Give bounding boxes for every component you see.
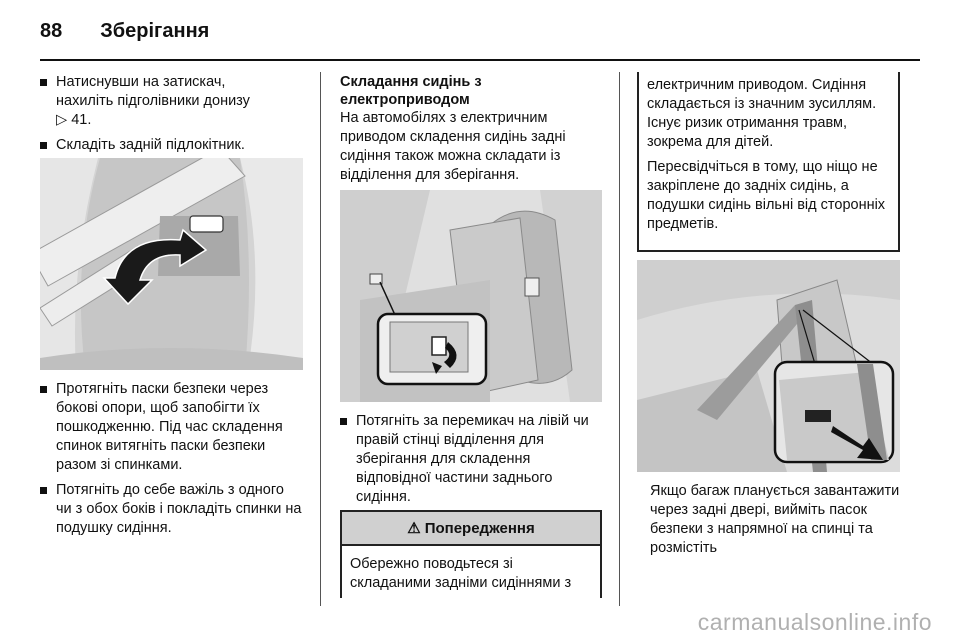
header-rule xyxy=(40,59,920,61)
warning-box-continued xyxy=(637,72,900,252)
bullet-pull-switch: Потягніть за перемикач на лівій чи правій стінці відділення для зберігання для складення відповідної частини заднього сидіння. xyxy=(340,412,602,507)
warning-triangle-icon: ⚠ xyxy=(407,520,421,537)
illustration-belt-guide xyxy=(637,260,900,472)
page-ref[interactable]: 41. xyxy=(71,112,92,128)
bullet-seat-belts: Протягніть паски безпеки через бокові опори, щоб запобігти їх пошкодженню. Під час складення спинок витягніть паски безпеки разом зі спинками. xyxy=(40,380,302,475)
warning-title: Попередження xyxy=(424,519,535,537)
warning-text-check: Пересвідчіться в тому, що ніщо не закріплене до задніх сидінь, а подушки сидінь вільні від сторонніх предметів. xyxy=(647,159,886,232)
warning-text-force: електричним приводом. Сидіння складається із значним зусиллям. Існує ризик отримання травм, зокрема для дітей. xyxy=(647,77,877,150)
column-1-lower xyxy=(40,380,302,544)
column-2 xyxy=(340,73,602,191)
paragraph-power-folding: На автомобілях з електричним приводом складення сидінь задні сидіння також можна складати із відділення для зберігання. xyxy=(340,110,566,183)
column-2-lower xyxy=(340,412,602,513)
warning-title-bar xyxy=(342,512,600,546)
column-divider-2 xyxy=(619,72,620,606)
page-header xyxy=(40,20,209,43)
column-3-lower xyxy=(650,482,900,564)
page-ref-icon: ▷ xyxy=(56,112,68,128)
column-1 xyxy=(40,73,302,161)
bullet-tilt-headrests: Натиснувши на затискач, нахиліть підголівники донизу ▷ 41. xyxy=(40,73,302,130)
warning-box xyxy=(340,510,602,598)
warning-text: Обережно поводьтеся зі складаними задніми сидіннями з xyxy=(350,556,572,591)
bullet-fold-backrests: Потягніть до себе важіль з одного чи з обох боків і покладіть спинки на подушку сидіння. xyxy=(40,481,302,538)
page-title: Зберігання xyxy=(100,20,210,42)
bullet-fold-armrest: Складіть задній підлокітник. xyxy=(40,136,302,155)
column-divider-1 xyxy=(320,72,321,606)
illustration-cargo-switch xyxy=(340,190,602,402)
page-number: 88 xyxy=(40,20,63,42)
illustration-armrest xyxy=(40,158,303,370)
paragraph-rear-door: Якщо багаж планується завантажити через задні двері, вийміть пасок безпеки з напрямної на спинці та розмістіть xyxy=(650,483,900,556)
section-heading: Складання сидінь з електроприводом xyxy=(340,74,482,108)
watermark: carmanualsonline.info xyxy=(697,609,932,635)
